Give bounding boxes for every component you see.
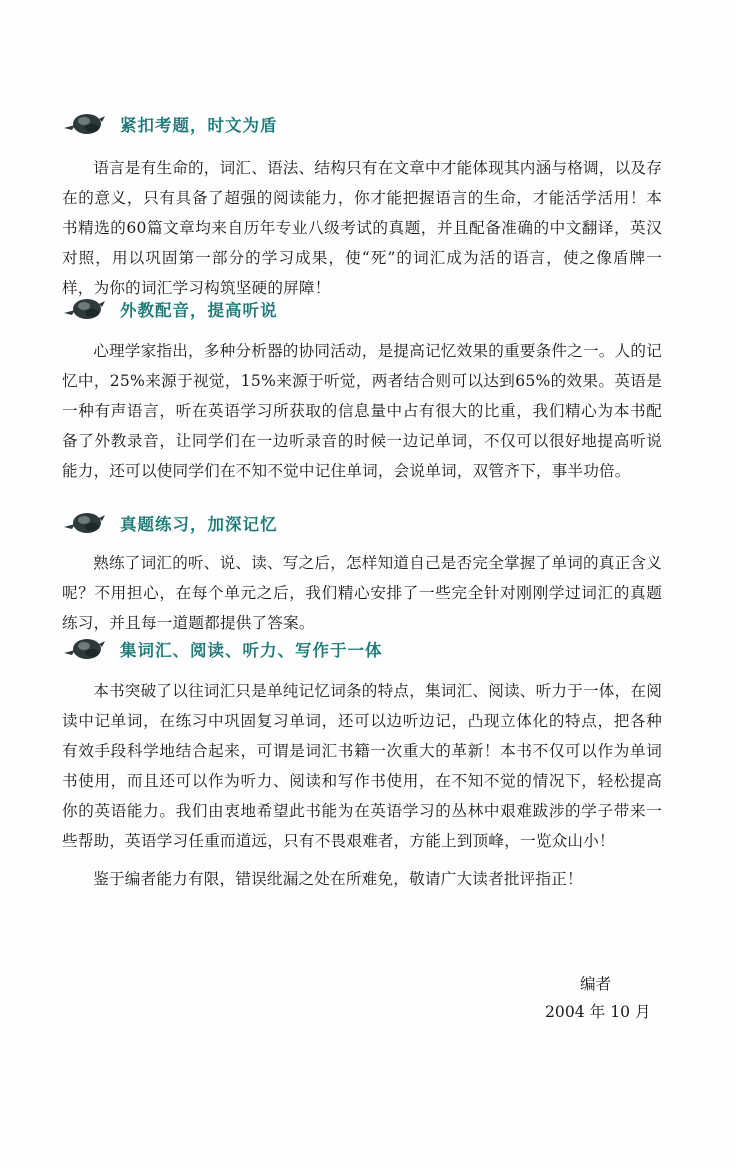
bird-icon bbox=[62, 296, 106, 322]
paragraph: 本书突破了以往词汇只是单纯记忆词条的特点，集词汇、阅读、听力于一体，在阅读中记单词，在练习中巩固复习单词，还可以边听边记，凸现立体化的特点，把各种有效手段科学地结合起来，可谓是词汇书籍一次重大的革新！本书不仅可以作为单词书使用，而且还可以作为听力、阅读和写作书使用，在不知不觉的情况下，轻松提高你的英语能力。我们由衷地希望此书能为在英语学习的丛林中艰难跋涉的学子带来一些帮助，英语学习任重而道远，只有不畏艰难者，方能上到顶峰，一览众山小！ bbox=[62, 682, 662, 850]
section-title: 紧扣考题，时文为盾 bbox=[120, 116, 278, 135]
section-4 bbox=[62, 634, 662, 894]
section-3 bbox=[62, 508, 662, 638]
section-heading bbox=[62, 109, 662, 139]
section-title: 外教配音，提高听说 bbox=[120, 301, 278, 320]
section-title: 集词汇、阅读、听力、写作于一体 bbox=[120, 641, 383, 660]
section-heading bbox=[62, 508, 662, 538]
bird-icon bbox=[62, 636, 106, 662]
paragraph: 心理学家指出，多种分析器的协同活动，是提高记忆效果的重要条件之一。人的记忆中，25%来源于视觉，15%来源于听觉，两者结合则可以达到65%的效果。英语是一种有声语言，听在英语学习所获取的信息量中占有很大的比重，我们精心为本书配备了外教录音，让同学们在一边听录音的时候一边记单词，不仅可以很好地提高听说能力，还可以使同学们在不知不觉中记住单词，会说单词，双管齐下，事半功倍。 bbox=[62, 342, 662, 480]
paragraph: 熟练了词汇的听、说、读、写之后，怎样知道自己是否完全掌握了单词的真正含义呢？不用担心，在每个单元之后，我们精心安排了一些完全针对刚刚学过词汇的真题练习，并且每一道题都提供了答案。 bbox=[62, 554, 662, 632]
section-2 bbox=[62, 294, 662, 486]
signature-date: 2004 年 10 月 bbox=[545, 1003, 651, 1021]
paragraph: 语言是有生命的，词汇、语法、结构只有在文章中才能体现其内涵与格调，以及存在的意义，只有具备了超强的阅读能力，你才能把握语言的生命，才能活学活用！本书精选的60篇文章均来自历年专业八级考试的真题，并且配备准确的中文翻译，英汉对照，用以巩固第一部分的学习成果，使“死”的词汇成为活的语言，使之像盾牌一样，为你的词汇学习构筑坚硬的屏障！ bbox=[62, 159, 662, 297]
section-heading bbox=[62, 634, 662, 664]
paragraph: 鉴于编者能力有限，错误纰漏之处在所难免，敬请广大读者批评指正！ bbox=[93, 870, 583, 888]
section-heading bbox=[62, 294, 662, 324]
section-1 bbox=[62, 109, 662, 303]
signature-author: 编者 bbox=[580, 975, 612, 993]
section-title: 真题练习，加深记忆 bbox=[120, 515, 278, 534]
bird-icon bbox=[62, 111, 106, 137]
bird-icon bbox=[62, 510, 106, 536]
